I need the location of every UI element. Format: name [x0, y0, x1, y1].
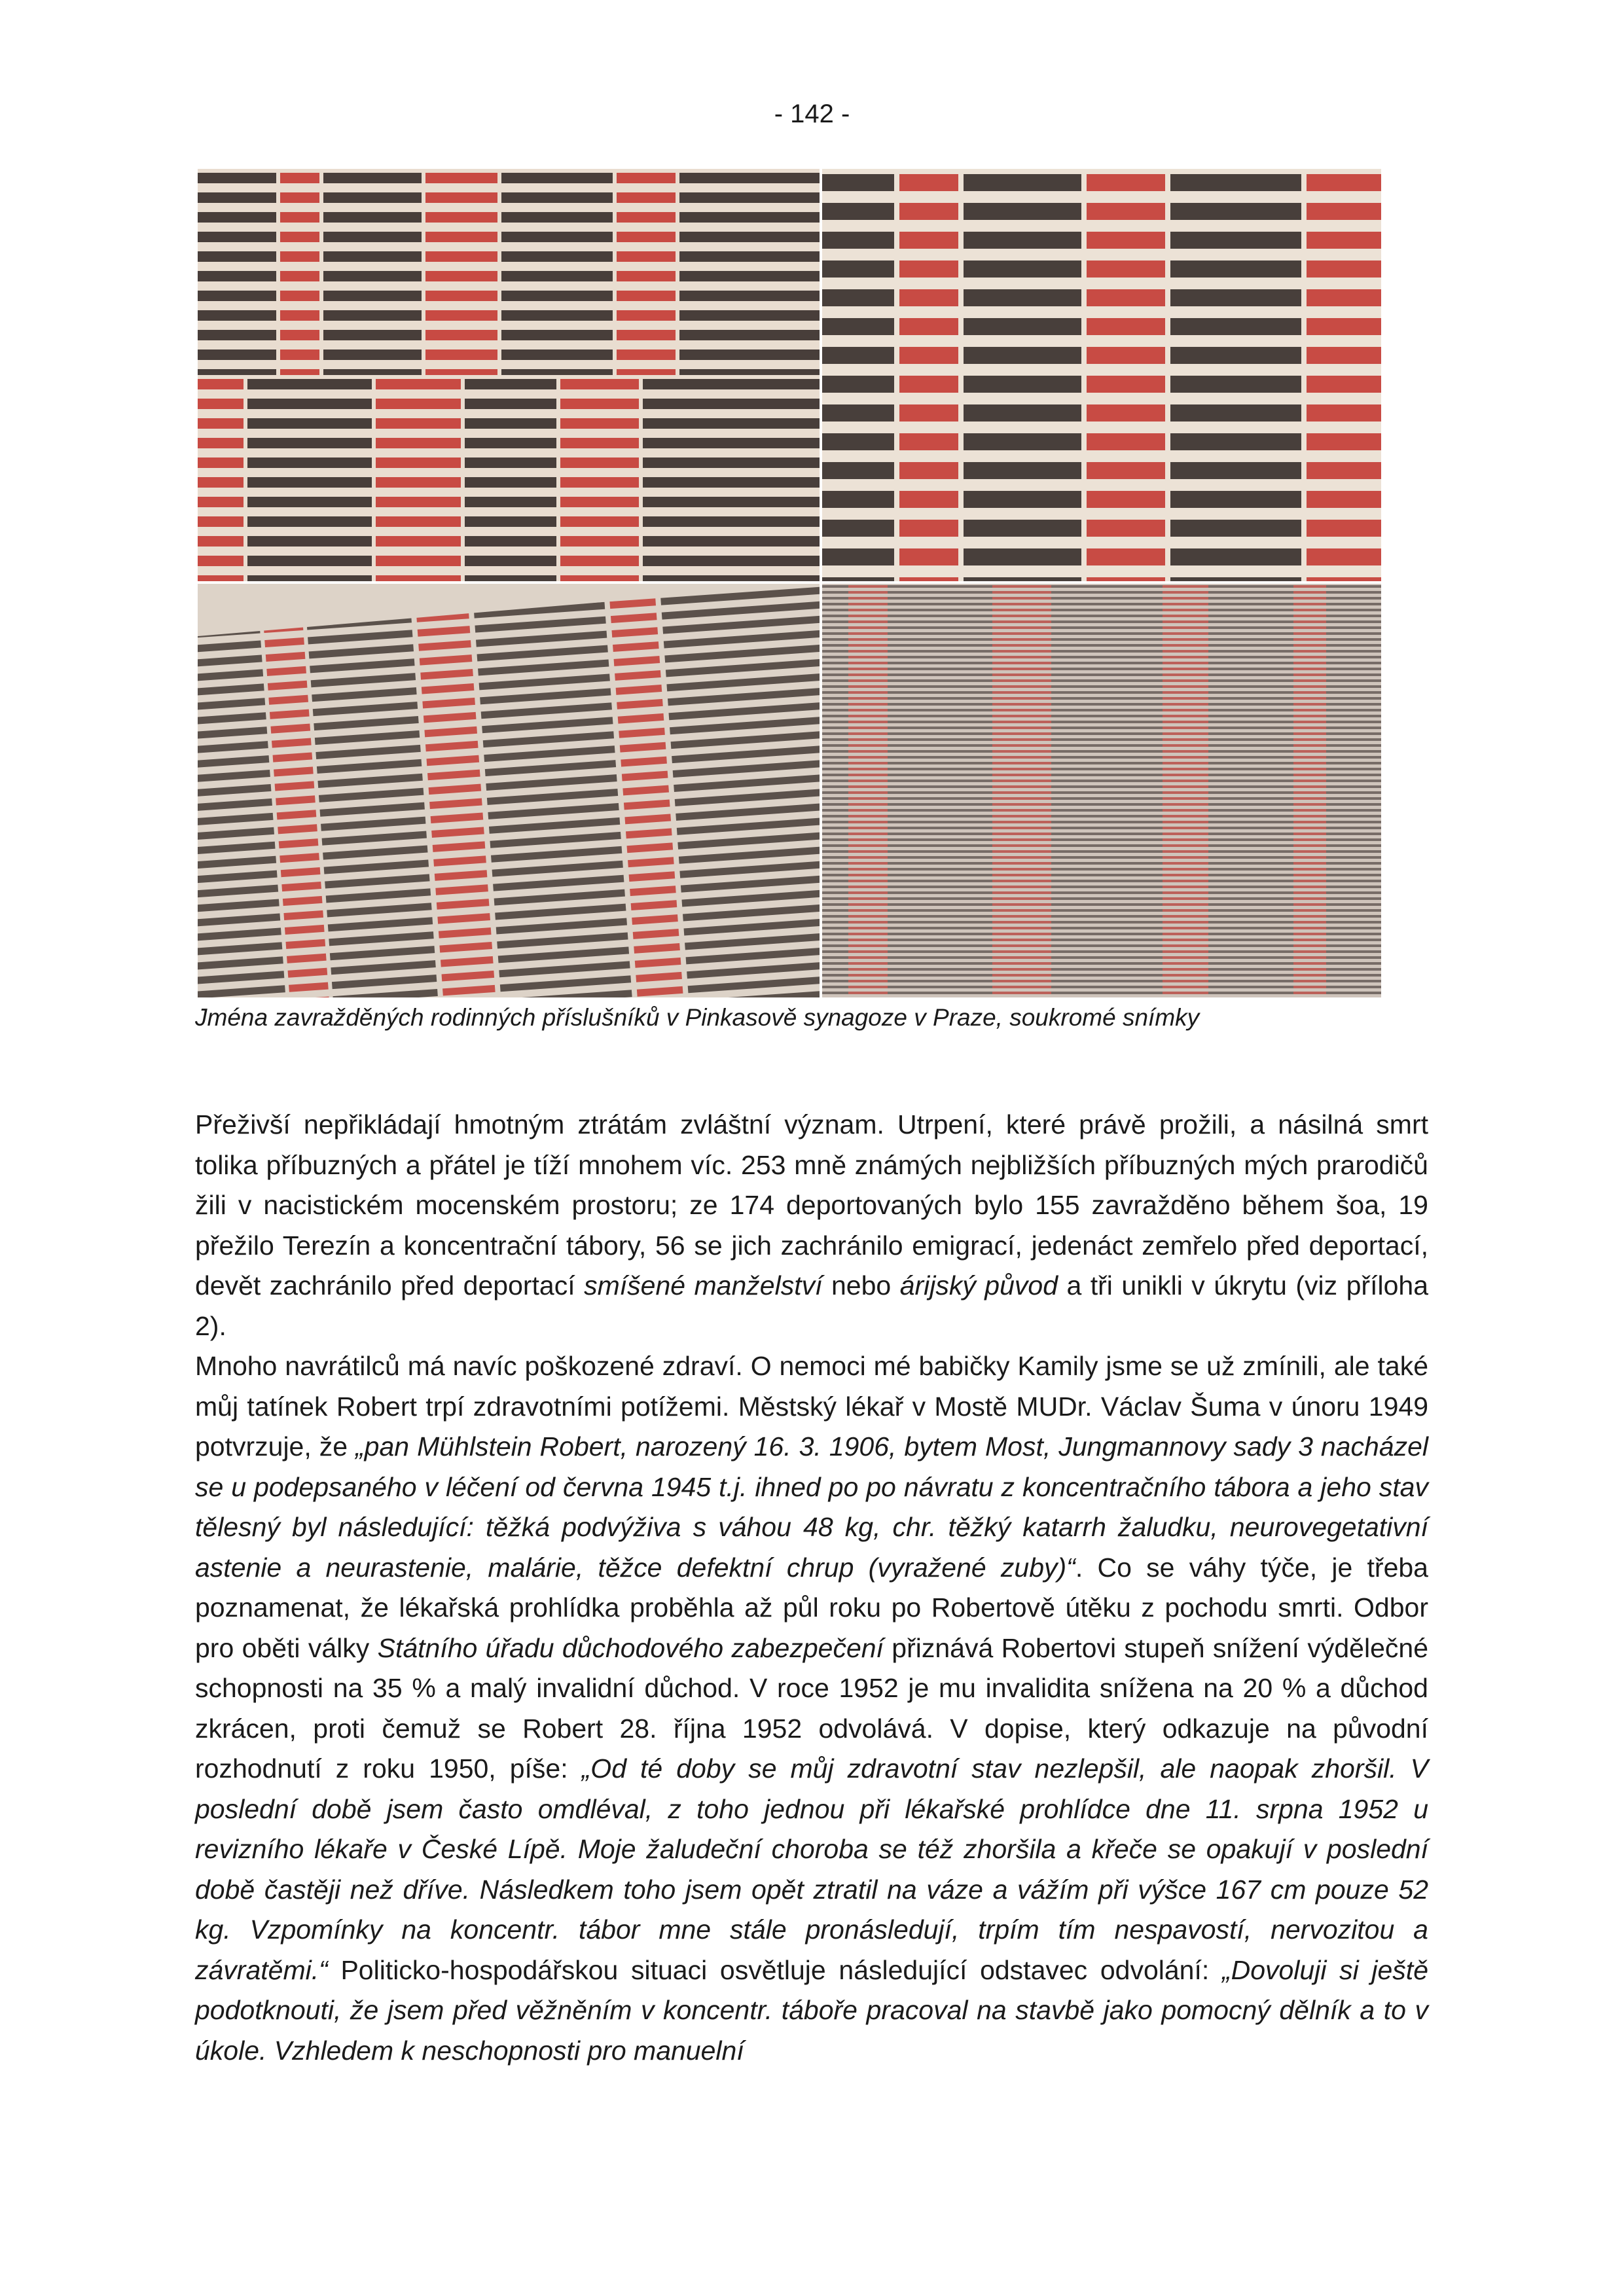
paragraph-1	[195, 1105, 1428, 1346]
paragraph-1-text-c: a tři unikli v úkrytu (viz příloha 2).	[195, 1270, 1428, 1341]
body-text	[195, 1105, 1428, 2071]
paragraph-2-italic-d: „Dovoluji si ještě podotknouti, že jsem před věžněním v koncentr. táboře pracoval na stavbě jako pomocný dělník a to v úkole. Vzhledem k neschopnosti pro manuelní	[195, 1954, 1428, 2066]
paragraph-2-text-c: přiznává Robertovi stupeň snížení výdělečné schopnosti na 35 % a malý invalidní důchod. V roce 1952 je mu invalidita snížena na 20 % a důchod zkrácen, proti čemuž se Robert 28. října 1952 odvolává. V dopise, který odkazuje na původní rozhodnutí z roku 1950, píše:	[195, 1632, 1429, 1784]
paragraph-2-italic-c: „Od té doby se můj zdravotní stav nezlepšil, ale naopak zhoršil. V poslední době jsem často omdléval, z toho jednou při lékařské prohlídce dne 11. srpna 1952 u revizního lékaře v České Lípě. Moje žaludeční choroba se též zhoršila a křeče se opakují v poslední době častěji než dříve. Následkem toho jsem opět ztratil na váze a vážím při výšce 167 cm pouze 52 kg. Vzpomínky na koncentr. tábor mne stále pronásledují, trpím tím nespavostí, nervozitou a závratěmi.“	[195, 1753, 1428, 1985]
paragraph-2-text-b: . Co se váhy týče, je třeba poznamenat, že lékařská prohlídka proběhla až půl roku po Robertově útěku z pochodu smrti. Odbor pro oběti války	[195, 1552, 1428, 1663]
paragraph-1-text-a: Přeživší nepřikládají hmotným ztrátám zvláštní význam. Utrpení, které právě prožili, a násilná smrt tolika příbuzných a přátel je tíží mnohem víc. 253 mně známých nejbližších příbuzných mých prarodičů žili v nacistickém mocenském prostoru; ze 174 deportovaných bylo 155 zavražděno během šoa, 19 přežilo Terezín a koncentrační tábory, 56 se jich zachránilo emigrací, jedenáct zemřelo před deportací, devět zachránilo před deportací	[195, 1109, 1428, 1300]
figure-caption: Jména zavražděných rodinných příslušníků v Pinkasově synagoze v Praze, soukromé snímky	[195, 1004, 1200, 1031]
photo-bottom-left-image	[198, 584, 820, 997]
memorial-names-photo-top-right	[822, 169, 1381, 581]
paragraph-2-text-a: Mnoho navrátilců má navíc poškozené zdraví. O nemoci mé babičky Kamily jsme se už zmínili, ale také můj tatínek Robert trpí zdravotními potížemi. Městský lékař v Mostě MUDr. Václav Šuma v únoru 1949 potvrzuje, že	[195, 1351, 1428, 1462]
photo-bottom-right-image	[822, 584, 1381, 997]
paragraph-2-text-d: Politicko-hospodářskou situaci osvětluje následující odstavec odvolání:	[327, 1954, 1222, 1985]
paragraph-1-italic-a: smíšené manželství	[584, 1270, 823, 1300]
paragraph-1-text-b: nebo	[822, 1270, 900, 1300]
photo-top-right-image	[822, 169, 1381, 581]
memorial-names-photo-bottom-left	[198, 584, 820, 997]
photo-top-left-image	[198, 169, 820, 581]
page-number: - 142 -	[774, 99, 850, 128]
paragraph-2-italic-b: Státního úřadu důchodového zabezpečení	[377, 1632, 884, 1663]
memorial-names-photo-top-left	[198, 169, 820, 581]
memorial-names-photo-bottom-right	[822, 584, 1381, 997]
paragraph-2	[195, 1346, 1428, 2071]
paragraph-2-italic-a: „pan Mühlstein Robert, narozený 16. 3. 1906, bytem Most, Jungmannovy sady 3 nacházel se u podepsaného v léčení od června 1945 t.j. ihned po po návratu z koncentračního tábora a jeho stav tělesný byl následující: těžká podvýživa s váhou 48 kg, chr. těžký katarrh žaludku, neurovegetativní astenie a neurastenie, malárie, těžce defektní chrup (vyražené zuby)“	[195, 1431, 1428, 1583]
paragraph-1-italic-b: árijský původ	[899, 1270, 1058, 1300]
